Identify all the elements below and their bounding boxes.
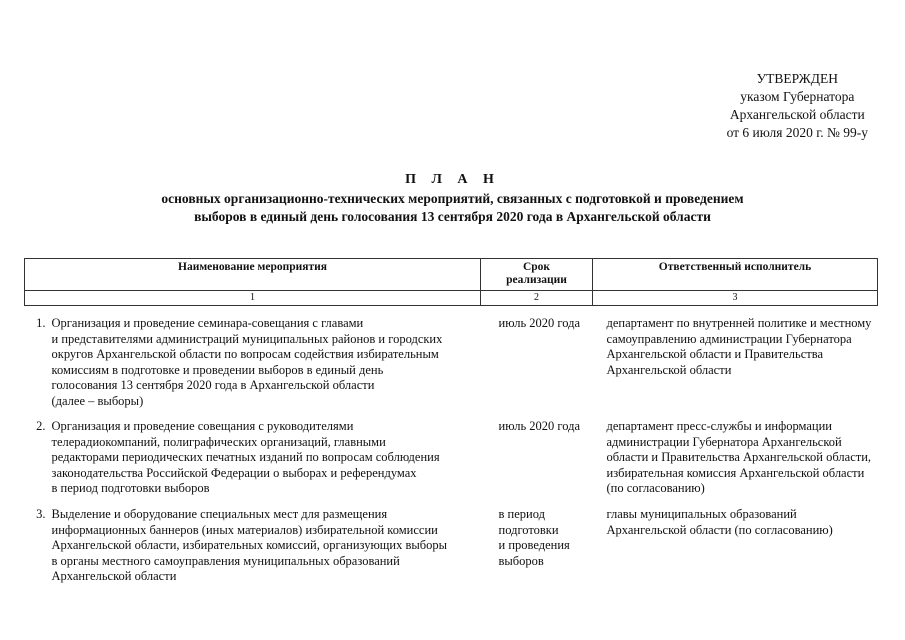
responsible-line: администрации Губернатора Архангельской [606, 434, 842, 449]
responsible-line: самоуправлению администрации Губернатора [606, 331, 852, 346]
responsible-line: Архангельской области (по согласованию) [606, 522, 833, 537]
table-row [25, 306, 878, 418]
event-name-line: и представителями администраций муниципальных районов и городских [51, 331, 443, 346]
row-index: 2. [36, 419, 46, 433]
responsible-line: области и Правительства Архангельской области, [606, 450, 872, 464]
event-name-line: Организация и проведение семинара-совещания с главами [51, 316, 364, 330]
responsible-line: избирательная комиссия Архангельской области [606, 465, 865, 480]
column-number: 1 [25, 291, 481, 306]
event-name-line: законодательства Российской Федерации о выборах и референдумах [51, 465, 417, 480]
approval-line: от 6 июля 2020 г. № 99-у [726, 125, 868, 140]
responsible-line: Архангельской области и Правительства [606, 347, 823, 361]
event-name-line: информационных баннеров (иных материалов) избирательной комиссии [51, 522, 438, 537]
responsible-line: (по согласованию) [606, 481, 705, 495]
event-name-line: в органы местного самоуправления муниципальных образований [51, 553, 400, 568]
term-line: июль 2020 года [498, 419, 581, 433]
event-name-line: Архангельской области, избирательных комиссий, организующих выборы [51, 538, 448, 552]
event-name-line: округов Архангельской области по вопросам содействия избирательным [51, 347, 439, 361]
term-line: подготовки [498, 522, 559, 537]
event-name-line: телерадиокомпаний, полиграфических организаций, главными [51, 434, 386, 449]
header-term [481, 259, 593, 291]
plan-table [24, 258, 878, 585]
event-name-cell [25, 306, 481, 418]
event-name-line: редакторами периодических печатных изданий по вопросам соблюдения [51, 450, 440, 464]
approval-line: УТВЕРЖДЕН [756, 71, 838, 86]
column-number: 3 [593, 291, 878, 306]
term-line: июль 2020 года [498, 316, 581, 330]
term-line: и проведения [498, 538, 570, 552]
event-name-line: Организация и проведение совещания с руководителями [51, 419, 354, 433]
event-name-cell [25, 417, 481, 507]
header-resp: Ответственный исполнитель [593, 259, 878, 291]
responsible-cell [593, 417, 878, 507]
plan-subtitle [0, 190, 905, 226]
term-line: выборов [498, 553, 544, 568]
table-row [25, 417, 878, 507]
header-name: Наименование мероприятия [25, 259, 481, 291]
responsible-line: департамент по внутренней политике и местному [606, 316, 872, 330]
event-name-line: Архангельской области [51, 569, 177, 583]
event-name-cell [25, 507, 481, 585]
event-name-line: комиссиям в подготовке и проведении выборов в единый день [51, 362, 384, 377]
responsible-line: Архангельской области [606, 362, 732, 377]
event-name-line: Выделение и оборудование специальных мест для размещения [51, 507, 388, 521]
event-name-line: в период подготовки выборов [51, 481, 210, 495]
plan-subtitle-line: выборов в единый день голосования 13 сентября 2020 года в Архангельской области [194, 209, 711, 224]
term-cell [481, 507, 593, 585]
header-term-line: реализации [506, 274, 567, 286]
approval-stamp [727, 70, 868, 142]
responsible-line: главы муниципальных образований [606, 507, 797, 521]
responsible-cell [593, 306, 878, 418]
term-cell [481, 417, 593, 507]
table-row [25, 507, 878, 585]
plan-title: П Л А Н [405, 172, 500, 187]
term-cell [481, 306, 593, 418]
responsible-cell [593, 507, 878, 585]
approval-line: Архангельской области [729, 107, 865, 122]
responsible-line: департамент пресс-службы и информации [606, 419, 832, 433]
approval-line: указом Губернатора [740, 89, 855, 104]
column-number: 2 [481, 291, 593, 306]
term-line: в период [498, 507, 545, 521]
row-index: 1. [36, 316, 46, 330]
plan-subtitle-line: основных организационно-технических мероприятий, связанных с подготовкой и проведением [161, 191, 744, 206]
event-name-line: голосования 13 сентября 2020 года в Архангельской области [51, 378, 375, 392]
event-name-line: (далее – выборы) [51, 393, 144, 408]
header-term-line: Срок [522, 261, 551, 273]
row-index: 3. [36, 507, 46, 521]
